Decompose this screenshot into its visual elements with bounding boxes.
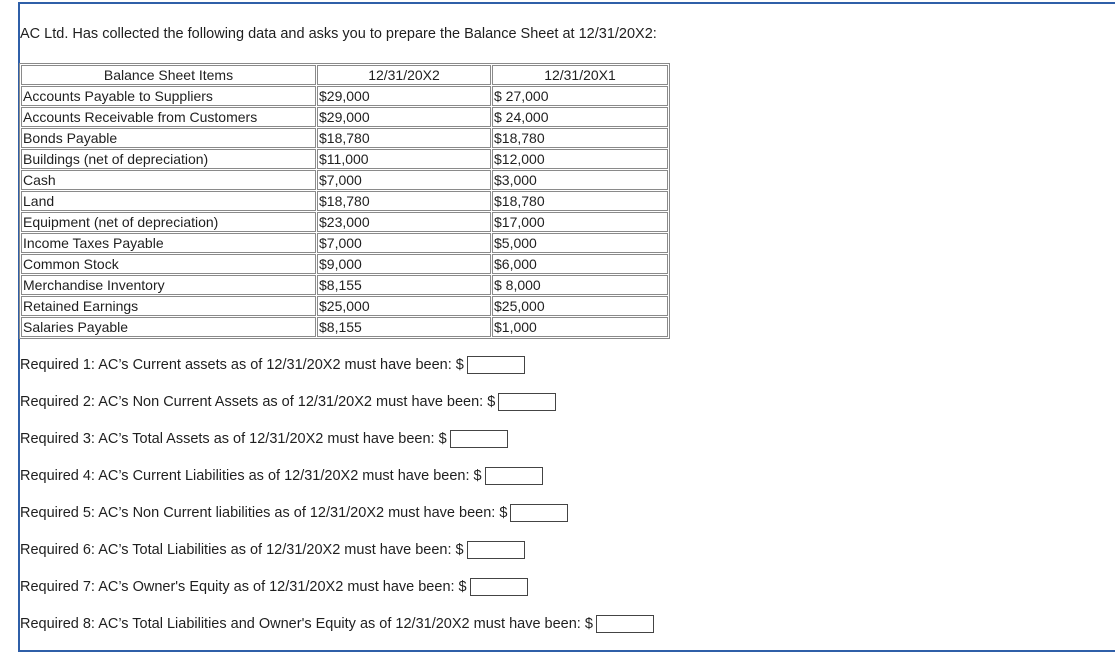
value-20x1-cell: $17,000: [492, 212, 668, 232]
required-question-1: [20, 356, 525, 374]
table-header-row: [21, 65, 668, 85]
answer-input-7[interactable]: [470, 578, 528, 596]
balance-sheet-table: [19, 63, 670, 339]
value-20x2-cell: $29,000: [317, 107, 491, 127]
required-label: Required 1: AC’s Current assets as of 12/31/20X2 must have been: $: [20, 357, 464, 373]
value-20x2-cell: $8,155: [317, 275, 491, 295]
value-20x2-cell: $18,780: [317, 191, 491, 211]
table-row: [21, 128, 668, 148]
value-20x2-cell: $18,780: [317, 128, 491, 148]
table-row: [21, 254, 668, 274]
item-name-cell: Common Stock: [21, 254, 316, 274]
value-20x2-cell: $7,000: [317, 170, 491, 190]
required-question-7: [20, 578, 528, 596]
value-20x1-cell: $3,000: [492, 170, 668, 190]
table-row: [21, 86, 668, 106]
answer-input-1[interactable]: [467, 356, 525, 374]
value-20x1-cell: $25,000: [492, 296, 668, 316]
required-label: Required 7: AC’s Owner's Equity as of 12/31/20X2 must have been: $: [20, 579, 467, 595]
table-row: [21, 149, 668, 169]
required-question-3: [20, 430, 508, 448]
item-name-cell: Income Taxes Payable: [21, 233, 316, 253]
required-question-2: [20, 393, 556, 411]
value-20x2-cell: $23,000: [317, 212, 491, 232]
value-20x2-cell: $7,000: [317, 233, 491, 253]
item-name-cell: Equipment (net of depreciation): [21, 212, 316, 232]
required-question-8: [20, 615, 654, 633]
answer-input-5[interactable]: [510, 504, 568, 522]
required-label: Required 8: AC’s Total Liabilities and Owner's Equity as of 12/31/20X2 must have been: $: [20, 616, 593, 632]
value-20x2-cell: $8,155: [317, 317, 491, 337]
answer-input-4[interactable]: [485, 467, 543, 485]
value-20x1-cell: $1,000: [492, 317, 668, 337]
required-label: Required 2: AC’s Non Current Assets as of 12/31/20X2 must have been: $: [20, 394, 496, 410]
required-label: Required 3: AC’s Total Assets as of 12/31/20X2 must have been: $: [20, 431, 447, 447]
item-name-cell: Land: [21, 191, 316, 211]
value-20x2-cell: $29,000: [317, 86, 491, 106]
value-20x1-cell: $18,780: [492, 128, 668, 148]
column-header-items: Balance Sheet Items: [21, 65, 316, 85]
required-question-5: [20, 504, 568, 522]
item-name-cell: Merchandise Inventory: [21, 275, 316, 295]
answer-input-2[interactable]: [498, 393, 556, 411]
table-row: [21, 296, 668, 316]
answer-input-3[interactable]: [450, 430, 508, 448]
value-20x1-cell: $5,000: [492, 233, 668, 253]
value-20x1-cell: $ 24,000: [492, 107, 668, 127]
value-20x2-cell: $9,000: [317, 254, 491, 274]
table-row: [21, 275, 668, 295]
item-name-cell: Accounts Receivable from Customers: [21, 107, 316, 127]
table-row: [21, 107, 668, 127]
item-name-cell: Retained Earnings: [21, 296, 316, 316]
item-name-cell: Cash: [21, 170, 316, 190]
item-name-cell: Buildings (net of depreciation): [21, 149, 316, 169]
table-row: [21, 191, 668, 211]
table-row: [21, 317, 668, 337]
table-row: [21, 212, 668, 232]
value-20x1-cell: $18,780: [492, 191, 668, 211]
table-row: [21, 233, 668, 253]
answer-input-6[interactable]: [467, 541, 525, 559]
question-intro: AC Ltd. Has collected the following data and asks you to prepare the Balance Sheet at 12/31/20X2:: [20, 26, 657, 42]
column-header-20x1: 12/31/20X1: [492, 65, 668, 85]
table-row: [21, 170, 668, 190]
column-header-20x2: 12/31/20X2: [317, 65, 491, 85]
item-name-cell: Accounts Payable to Suppliers: [21, 86, 316, 106]
required-label: Required 6: AC’s Total Liabilities as of 12/31/20X2 must have been: $: [20, 542, 464, 558]
required-label: Required 5: AC’s Non Current liabilities as of 12/31/20X2 must have been: $: [20, 505, 508, 521]
required-label: Required 4: AC’s Current Liabilities as of 12/31/20X2 must have been: $: [20, 468, 482, 484]
required-question-6: [20, 541, 525, 559]
value-20x1-cell: $ 27,000: [492, 86, 668, 106]
value-20x2-cell: $25,000: [317, 296, 491, 316]
item-name-cell: Salaries Payable: [21, 317, 316, 337]
item-name-cell: Bonds Payable: [21, 128, 316, 148]
value-20x1-cell: $ 8,000: [492, 275, 668, 295]
required-question-4: [20, 467, 543, 485]
value-20x1-cell: $12,000: [492, 149, 668, 169]
value-20x1-cell: $6,000: [492, 254, 668, 274]
value-20x2-cell: $11,000: [317, 149, 491, 169]
answer-input-8[interactable]: [596, 615, 654, 633]
